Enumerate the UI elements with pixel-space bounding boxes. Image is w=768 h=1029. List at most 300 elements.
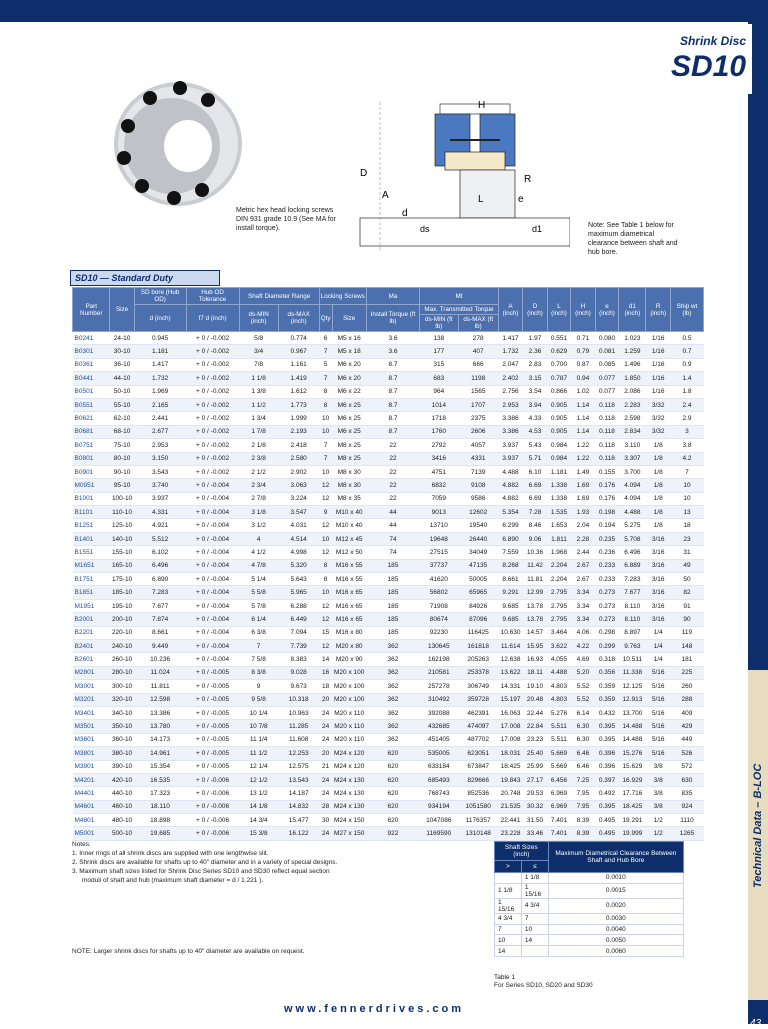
table-cell: 0.94 xyxy=(571,372,595,385)
table-cell: 4.2 xyxy=(670,452,703,465)
table-cell: 19.999 xyxy=(619,827,646,840)
table-cell: 100-10 xyxy=(110,492,134,505)
table-cell: 7 xyxy=(319,372,332,385)
table-cell: 50 xyxy=(670,573,703,586)
table-cell: 620 xyxy=(366,773,419,786)
table-cell: 14.961 xyxy=(134,747,186,760)
side-tab-label: Technical Data – B-LOC xyxy=(752,763,764,888)
table-row xyxy=(73,425,704,438)
table-cell: 3.54 xyxy=(523,385,548,398)
table-cell: 0.397 xyxy=(595,773,619,786)
table-cell: + 0 / -0.002 xyxy=(186,398,239,411)
table-cell: 4.803 xyxy=(547,693,570,706)
table-cell: 0.318 xyxy=(595,653,619,666)
table-cell: 1.338 xyxy=(547,479,570,492)
table-cell: 14.57 xyxy=(523,626,548,639)
table-cell: 2.165 xyxy=(134,398,186,411)
table-cell: 37737 xyxy=(420,559,458,572)
shrink-disc-photo xyxy=(90,66,250,216)
table-cell: + 0 / -0.006 xyxy=(186,787,239,800)
table-cell: 3.547 xyxy=(278,506,319,519)
table-cell: 148 xyxy=(670,639,703,652)
table-cell: 12 xyxy=(319,613,332,626)
table-cell: 8.7 xyxy=(366,412,419,425)
table-cell: + 0 / -0.004 xyxy=(186,506,239,519)
table-cell: 2.44 xyxy=(571,546,595,559)
table-cell: 320-10 xyxy=(110,693,134,706)
table-cell: 1.14 xyxy=(571,412,595,425)
table-cell: + 0 / -0.002 xyxy=(186,385,239,398)
table-cell: 110-10 xyxy=(110,506,134,519)
table-cell: + 0 / -0.004 xyxy=(186,653,239,666)
th-a: A (inch) xyxy=(498,288,522,332)
table-cell: 3.15 xyxy=(523,372,548,385)
table-cell: 8.7 xyxy=(366,398,419,411)
table-cell: 4.69 xyxy=(571,653,595,666)
table-cell: M5001 xyxy=(73,827,110,840)
clearance-th-le: ≤ xyxy=(521,861,548,873)
table-cell: 25.99 xyxy=(523,760,548,773)
table-cell: 2 1/2 xyxy=(239,465,278,478)
table-row xyxy=(73,439,704,452)
table-cell: 2.418 xyxy=(278,439,319,452)
table-cell: 2.204 xyxy=(547,573,570,586)
table-cell: 15.276 xyxy=(619,747,646,760)
table-cell: 13.543 xyxy=(278,773,319,786)
table-cell: 15 xyxy=(319,626,332,639)
table-cell: 0.787 xyxy=(547,372,570,385)
table-cell: 0.984 xyxy=(547,452,570,465)
table-row xyxy=(73,412,704,425)
table-cell: M20 x 100 xyxy=(332,693,366,706)
table-cell: 24 xyxy=(319,827,332,840)
table-cell: + 0 / -0.002 xyxy=(186,465,239,478)
table-row xyxy=(73,479,704,492)
table-cell: B0621 xyxy=(73,412,110,425)
table-cell: 0.299 xyxy=(595,639,619,652)
table-cell: 8.110 xyxy=(619,613,646,626)
table-cell: 27515 xyxy=(420,546,458,559)
table-cell: 2606 xyxy=(458,425,498,438)
table-cell: 22.441 xyxy=(498,814,522,827)
table-cell: 0.081 xyxy=(595,345,619,358)
table-cell: 8.383 xyxy=(278,653,319,666)
table-cell: 10 xyxy=(319,425,332,438)
table-cell: 3/16 xyxy=(646,559,670,572)
table-cell: 2.598 xyxy=(619,412,646,425)
table-cell: 8 xyxy=(319,398,332,411)
table-cell: 15.95 xyxy=(523,639,548,652)
table-cell: 934194 xyxy=(420,800,458,813)
table-cell: M3401 xyxy=(73,706,110,719)
table-cell: 288 xyxy=(670,693,703,706)
table-cell: 1.417 xyxy=(134,358,186,371)
table-cell: 4.514 xyxy=(278,532,319,545)
table-cell: 2.902 xyxy=(278,465,319,478)
table-cell: + 0 / -0.004 xyxy=(186,639,239,652)
table-cell: 18 xyxy=(670,519,703,532)
side-tab xyxy=(748,22,768,1029)
table-cell: 0.359 xyxy=(595,680,619,693)
table-cell: 47135 xyxy=(458,559,498,572)
table-cell: + 0 / -0.002 xyxy=(186,372,239,385)
table-cell: 3.8 xyxy=(670,439,703,452)
table-cell: 3.34 xyxy=(571,586,595,599)
table-cell: 87096 xyxy=(458,613,498,626)
note-3: 3. Maximum shaft sizes listed for Shrink Disc Series SD10 and SD30 reflect equal section xyxy=(72,868,330,875)
table-row xyxy=(73,760,704,773)
table-cell: 1.69 xyxy=(571,492,595,505)
table-cell: 12.598 xyxy=(134,693,186,706)
table-cell: 8.661 xyxy=(134,626,186,639)
table-cell: 18.425 xyxy=(498,760,522,773)
table-cell: 5.965 xyxy=(278,586,319,599)
table-cell: 0.118 xyxy=(595,398,619,411)
table-cell: 12 xyxy=(319,519,332,532)
note-1: 1. Inner rings of all shrink discs are supplied with one lengthwise slit. xyxy=(72,850,269,857)
table-cell: M5 x 16 xyxy=(332,332,366,345)
table-cell: 55-10 xyxy=(110,398,134,411)
table-cell: M6 x 25 xyxy=(332,425,366,438)
table-cell: 5.43 xyxy=(523,439,548,452)
table-cell: 0.395 xyxy=(595,800,619,813)
table-cell: 3.700 xyxy=(619,465,646,478)
clearance-cell: 0.0015 xyxy=(548,883,683,898)
table-cell: 5 1/4 xyxy=(239,573,278,586)
table-cell: 9013 xyxy=(420,506,458,519)
table-cell: 18 xyxy=(319,680,332,693)
table-cell: 2.67 xyxy=(571,573,595,586)
table-cell: 0.9 xyxy=(670,358,703,371)
table-cell: 11.608 xyxy=(278,733,319,746)
table-cell: 185 xyxy=(366,573,419,586)
table-cell: 19.291 xyxy=(619,814,646,827)
footer-url: www.fennerdrives.com xyxy=(283,1003,465,1015)
th-size: Size xyxy=(110,288,134,332)
table-cell: 0.905 xyxy=(547,425,570,438)
table-cell: M4401 xyxy=(73,787,110,800)
table-cell: 3.224 xyxy=(278,492,319,505)
table-cell: 6.299 xyxy=(498,519,522,532)
table-cell: M3601 xyxy=(73,733,110,746)
table-cell: 10.236 xyxy=(134,653,186,666)
table-cell: 4.094 xyxy=(619,479,646,492)
table-cell: 3416 xyxy=(420,452,458,465)
table-cell: 0.396 xyxy=(595,747,619,760)
th-part-number: Part Number xyxy=(73,288,110,332)
table-cell: 3.386 xyxy=(498,425,522,438)
table-cell: 5/8 xyxy=(239,332,278,345)
table-cell: 7 xyxy=(319,345,332,358)
table-cell: 2 3/4 xyxy=(239,479,278,492)
table-cell: B2401 xyxy=(73,639,110,652)
table-cell: M8 x 30 xyxy=(332,479,366,492)
label-d: d xyxy=(402,208,408,219)
table-cell: 835 xyxy=(670,787,703,800)
table-cell: 80674 xyxy=(420,613,458,626)
table-cell: 138 xyxy=(420,332,458,345)
table-cell: 5.643 xyxy=(278,573,319,586)
table-cell: 9.06 xyxy=(523,532,548,545)
table-cell: 1.732 xyxy=(498,345,522,358)
table-cell: 240-10 xyxy=(110,639,134,652)
table-cell: 0.774 xyxy=(278,332,319,345)
table-cell: 7.28 xyxy=(523,506,548,519)
table-cell: B0551 xyxy=(73,398,110,411)
table-cell: 392088 xyxy=(420,706,458,719)
table-cell: 1/16 xyxy=(646,372,670,385)
clearance-row xyxy=(495,924,684,935)
table-cell: 10 7/8 xyxy=(239,720,278,733)
table-cell: B1001 xyxy=(73,492,110,505)
clearance-cell: 7 xyxy=(521,913,548,924)
table-cell: 185 xyxy=(366,586,419,599)
table-cell: 9108 xyxy=(458,479,498,492)
table-cell: 362 xyxy=(366,680,419,693)
th-group-sd-bore: SD bore (Hub OD) xyxy=(134,288,186,305)
table-cell: 2 3/8 xyxy=(239,452,278,465)
table-cell: + 0 / -0.005 xyxy=(186,760,239,773)
table-cell: 10.511 xyxy=(619,653,646,666)
table-cell: 3/32 xyxy=(646,398,670,411)
table-cell: 12 1/2 xyxy=(239,773,278,786)
table-cell: 205263 xyxy=(458,653,498,666)
table-cell: 5.52 xyxy=(571,680,595,693)
table-cell: M8 x 30 xyxy=(332,465,366,478)
table-cell: 7.677 xyxy=(134,599,186,612)
table-cell: 2.047 xyxy=(498,358,522,371)
table-cell: 7 5/8 xyxy=(239,653,278,666)
table-row xyxy=(73,666,704,679)
table-cell: 14 xyxy=(319,653,332,666)
table-cell: 7 xyxy=(670,465,703,478)
table-cell: M10 x 40 xyxy=(332,506,366,519)
table-cell: 10 xyxy=(319,532,332,545)
table-cell: 9.673 xyxy=(278,680,319,693)
table-cell: 3.307 xyxy=(619,452,646,465)
table-cell: 19.685 xyxy=(134,827,186,840)
table-cell: 6.46 xyxy=(571,747,595,760)
table-cell: 310492 xyxy=(420,693,458,706)
table-cell: 9.685 xyxy=(498,599,522,612)
table-cell: M8 x 35 xyxy=(332,492,366,505)
clearance-cell: 0.0040 xyxy=(548,924,683,935)
table-cell: 0.7 xyxy=(670,345,703,358)
table-cell: 119 xyxy=(670,626,703,639)
table-cell: 1.969 xyxy=(134,385,186,398)
table-cell: 1565 xyxy=(458,385,498,398)
table-cell: 49 xyxy=(670,559,703,572)
table-cell: 673847 xyxy=(458,760,498,773)
table-cell: 1/16 xyxy=(646,345,670,358)
table-cell: 3.740 xyxy=(134,479,186,492)
table-cell: 3.937 xyxy=(498,452,522,465)
table-cell: M1951 xyxy=(73,599,110,612)
table-cell: 9.028 xyxy=(278,666,319,679)
table-row xyxy=(73,385,704,398)
table-cell: 15.197 xyxy=(498,693,522,706)
table-cell: 620 xyxy=(366,814,419,827)
table-cell: 2 1/8 xyxy=(239,439,278,452)
table-cell: 22.44 xyxy=(523,706,548,719)
table-cell: 10 xyxy=(670,492,703,505)
table-cell: 3/16 xyxy=(646,599,670,612)
table-cell: 4.998 xyxy=(278,546,319,559)
table-cell: 315 xyxy=(420,358,458,371)
table-cell: 3.063 xyxy=(278,479,319,492)
table-cell: B0801 xyxy=(73,452,110,465)
table-cell: 31 xyxy=(670,546,703,559)
table-cell: 2.953 xyxy=(134,439,186,452)
table-cell: 185 xyxy=(366,559,419,572)
table-cell: 22 xyxy=(366,492,419,505)
table-cell: 10 xyxy=(319,465,332,478)
table-cell: 0.967 xyxy=(278,345,319,358)
table-cell: M16 x 65 xyxy=(332,613,366,626)
table-cell: 12 xyxy=(319,599,332,612)
table-cell: 3.34 xyxy=(571,599,595,612)
table-cell: 30.32 xyxy=(523,800,548,813)
table-cell: 253378 xyxy=(458,666,498,679)
table-cell: 1.811 xyxy=(547,532,570,545)
table-cell: 6.496 xyxy=(134,559,186,572)
table-cell: 6.288 xyxy=(278,599,319,612)
table-cell: 20.48 xyxy=(523,693,548,706)
table-cell: M16 x 55 xyxy=(332,573,366,586)
clearance-row xyxy=(495,898,684,913)
table-cell: 683 xyxy=(420,372,458,385)
table-cell: 7.283 xyxy=(619,573,646,586)
table-cell: 6.30 xyxy=(571,733,595,746)
clearance-cell: 0.0060 xyxy=(548,946,683,957)
table-cell: 2.193 xyxy=(278,425,319,438)
clearance-cell: 1 15/16 xyxy=(521,883,548,898)
table-cell: B0361 xyxy=(73,358,110,371)
table-cell: 5 5/8 xyxy=(239,586,278,599)
table-cell: 7 xyxy=(319,439,332,452)
table-cell: 14.173 xyxy=(134,733,186,746)
th-torque-ds-min: ds-MIN (ft lb) xyxy=(420,315,458,332)
table-cell: M5 x 18 xyxy=(332,345,366,358)
table-cell: 4.031 xyxy=(278,519,319,532)
table-cell: 3/8 xyxy=(646,773,670,786)
table-cell: 4751 xyxy=(420,465,458,478)
table-cell: 11 1/2 xyxy=(239,747,278,760)
table-cell: 3 1/8 xyxy=(239,506,278,519)
table-cell: 2.67 xyxy=(571,559,595,572)
table-cell: 155-10 xyxy=(110,546,134,559)
table-cell: 8.7 xyxy=(366,425,419,438)
table-cell: 306749 xyxy=(458,680,498,693)
table-cell: 420-10 xyxy=(110,773,134,786)
table-cell: 12602 xyxy=(458,506,498,519)
table-cell: 1/16 xyxy=(646,385,670,398)
clearance-th-max: Maximum Diametrical Clearance Between Shaft and Hub Bore xyxy=(548,842,683,873)
table-cell: 11.024 xyxy=(134,666,186,679)
table-cell: 4.488 xyxy=(619,506,646,519)
table-cell: 5.511 xyxy=(547,720,570,733)
table-cell: 161818 xyxy=(458,639,498,652)
table-cell: 2.677 xyxy=(134,425,186,438)
table-cell: 6.890 xyxy=(498,532,522,545)
table-cell: M3001 xyxy=(73,680,110,693)
table-cell: 0.155 xyxy=(595,465,619,478)
clearance-cell: 1 1/8 xyxy=(521,873,548,884)
table-cell: 9.449 xyxy=(134,639,186,652)
table-cell: 0.194 xyxy=(595,519,619,532)
table-cell: 1 3/4 xyxy=(239,412,278,425)
table-cell: 5.708 xyxy=(619,532,646,545)
table-cell: 0.359 xyxy=(595,693,619,706)
table-cell: 1047086 xyxy=(420,814,458,827)
table-cell: M20 x 110 xyxy=(332,706,366,719)
table-cell: 34049 xyxy=(458,546,498,559)
table-cell: 4331 xyxy=(458,452,498,465)
table-cell: 4.22 xyxy=(571,639,595,652)
table-cell: 0.905 xyxy=(547,398,570,411)
table-cell: 0.629 xyxy=(547,345,570,358)
table-cell: 2.83 xyxy=(523,358,548,371)
table-cell: 362 xyxy=(366,666,419,679)
table-cell: 1760 xyxy=(420,425,458,438)
table-cell: 6.969 xyxy=(547,787,570,800)
table-cell: 7 xyxy=(319,452,332,465)
table-cell: 0.118 xyxy=(595,425,619,438)
table-cell: 1.968 xyxy=(547,546,570,559)
table-cell: 8.39 xyxy=(571,814,595,827)
table-cell: 2.36 xyxy=(523,345,548,358)
table-cell: 4 7/8 xyxy=(239,559,278,572)
table-cell: + 0 / -0.004 xyxy=(186,573,239,586)
th-e: e (inch) xyxy=(595,288,619,332)
table-cell: 1.69 xyxy=(571,479,595,492)
table-cell: M10 x 40 xyxy=(332,519,366,532)
table-cell: M8 x 25 xyxy=(332,452,366,465)
table-cell: M16 x 80 xyxy=(332,626,366,639)
table-cell: M24 x 130 xyxy=(332,773,366,786)
table-cell: 7139 xyxy=(458,465,498,478)
table-cell: 1.259 xyxy=(619,345,646,358)
table-cell: 50-10 xyxy=(110,385,134,398)
label-h: H xyxy=(478,100,486,111)
table-cell: 0.118 xyxy=(595,452,619,465)
table-cell: B2601 xyxy=(73,653,110,666)
table-cell: 165-10 xyxy=(110,559,134,572)
table-cell: 487702 xyxy=(458,733,498,746)
table-row xyxy=(73,693,704,706)
table-cell: 44 xyxy=(366,519,419,532)
table-cell: 6.69 xyxy=(523,492,548,505)
table-cell: 5 xyxy=(319,358,332,371)
table-cell: 1/8 xyxy=(646,506,670,519)
table-cell: 181 xyxy=(670,653,703,666)
note-3-cont: moduli of shaft and hub (maximum shaft diameter = d / 1.221 ). xyxy=(82,877,264,884)
table-cell: 3/8 xyxy=(646,760,670,773)
table-cell: 5.354 xyxy=(498,506,522,519)
clearance-table xyxy=(494,841,684,957)
th-h: H (inch) xyxy=(571,288,595,332)
th-group-mt: Mt xyxy=(420,288,499,305)
table-cell: 7059 xyxy=(420,492,458,505)
table-cell: M3501 xyxy=(73,720,110,733)
table-cell: 3.150 xyxy=(134,452,186,465)
table-cell: B1851 xyxy=(73,586,110,599)
table-cell: 185 xyxy=(366,599,419,612)
table-cell: 0.551 xyxy=(547,332,570,345)
table-cell: 1.161 xyxy=(278,358,319,371)
table-row xyxy=(73,800,704,813)
table-cell: + 0 / -0.006 xyxy=(186,773,239,786)
